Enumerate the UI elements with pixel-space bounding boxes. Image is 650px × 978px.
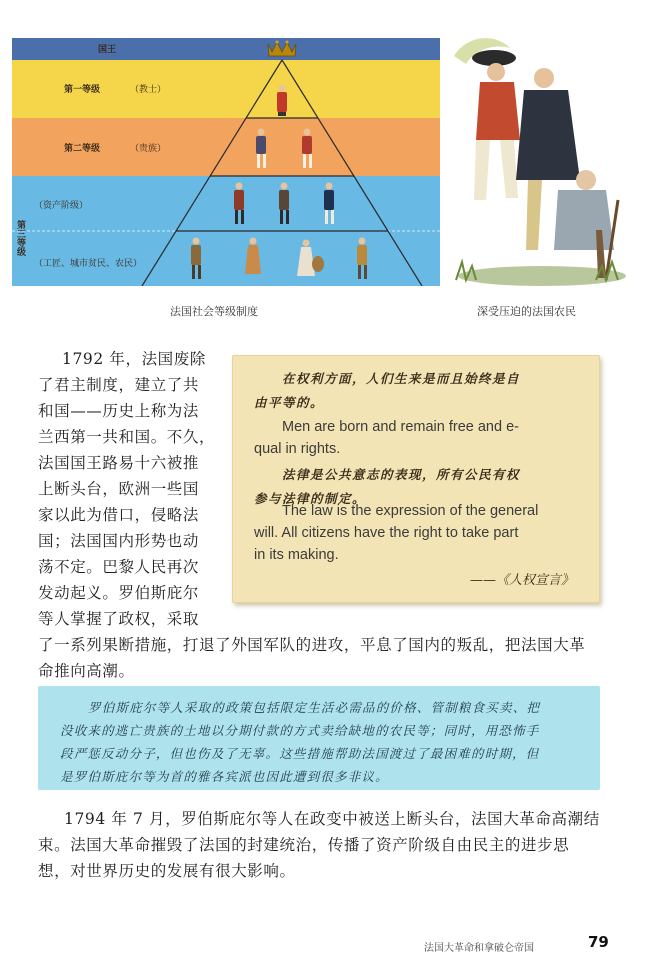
decl-en-2a: The law is the expression of the general bbox=[282, 503, 539, 519]
footer-chapter-title: 法国大革命和拿破仑帝国 bbox=[424, 943, 534, 954]
peasant-caption: 深受压迫的法国农民 bbox=[477, 305, 576, 318]
estates-pyramid-figure bbox=[12, 38, 440, 286]
second-estate-label: 第二等级 bbox=[64, 144, 101, 154]
decl-source: ——《人权宣言》 bbox=[470, 573, 575, 588]
note-line-4: 是罗伯斯庇尔等为首的雅各宾派也因此遭到很多非议。 bbox=[60, 769, 389, 784]
third-estate-vertical-label bbox=[15, 219, 26, 257]
decl-en-2b: will. All citizens have the right to take part bbox=[254, 525, 519, 541]
decl-zh-2a: 法律是公共意志的表现，所有公民有权 bbox=[282, 467, 521, 482]
decl-en-1a: Men are born and remain free and e- bbox=[282, 419, 519, 435]
oppressed-peasant-illustration bbox=[446, 30, 634, 288]
second-estate-note: （贵族） bbox=[130, 144, 167, 154]
page-number: 79 bbox=[588, 933, 609, 951]
third-lower-note: （工匠、城市贫民、农民） bbox=[34, 259, 143, 269]
first-estate-label: 第一等级 bbox=[64, 85, 101, 95]
note-line-1: 罗伯斯庇尔等人采取的政策包括限定生活必需品的价格、管制粮食买卖、把 bbox=[88, 700, 541, 715]
king-label: 国王 bbox=[98, 45, 117, 55]
third-upper-note: （资产阶级） bbox=[34, 201, 89, 211]
note-line-2: 没收来的逃亡贵族的土地以分期付款的方式卖给缺地的农民等；同时，用恐怖手 bbox=[60, 723, 540, 738]
first-estate-note: （教士） bbox=[130, 85, 167, 95]
decl-zh-1b: 由平等的。 bbox=[254, 395, 325, 410]
note-line-3: 段严惩反动分子，但也伤及了无辜。这些措施帮助法国渡过了最困难的时期，但 bbox=[60, 746, 540, 761]
decl-en-1b: qual in rights. bbox=[254, 441, 341, 457]
paragraph-1-continuation: 了一系列果断措施，打退了外国军队的进攻，平息了国内的叛乱，把法国大革 命推向高潮。 bbox=[38, 636, 586, 680]
paragraph-1-left: 1792 年，法国废除 了君主制度，建立了共 和国——历史上称为法 兰西第一共和国。不久， 法国国王路易十六被推 上断头台，欧洲一些国 家以此为借口，侵略法 国；法国国内形势也动 荡不定。巴黎人民再次 发动起义。罗伯斯庇尔 等人掌握了政权，采取 bbox=[38, 350, 216, 628]
decl-en-2c: in its making. bbox=[254, 547, 339, 563]
robespierre-policy-note bbox=[38, 686, 600, 790]
paragraph-2: 1794 年 7 月，罗伯斯庇尔等人在政变中被送上断头台，法国大革命高潮结 束。法国大革命摧毁了法国的封建统治，传播了资产阶级自由民主的进步思 想，对世界历史的发展有很大影响。 bbox=[38, 810, 600, 880]
declaration-of-rights-box bbox=[232, 355, 600, 603]
decl-zh-2b: 参与法律的制定。 bbox=[254, 491, 367, 506]
pyramid-caption: 法国社会等级制度 bbox=[170, 305, 258, 318]
decl-zh-1a: 在权利方面，人们生来是而且始终是自 bbox=[282, 371, 521, 386]
svg-text:第三等级: 第三等级 bbox=[15, 220, 25, 256]
